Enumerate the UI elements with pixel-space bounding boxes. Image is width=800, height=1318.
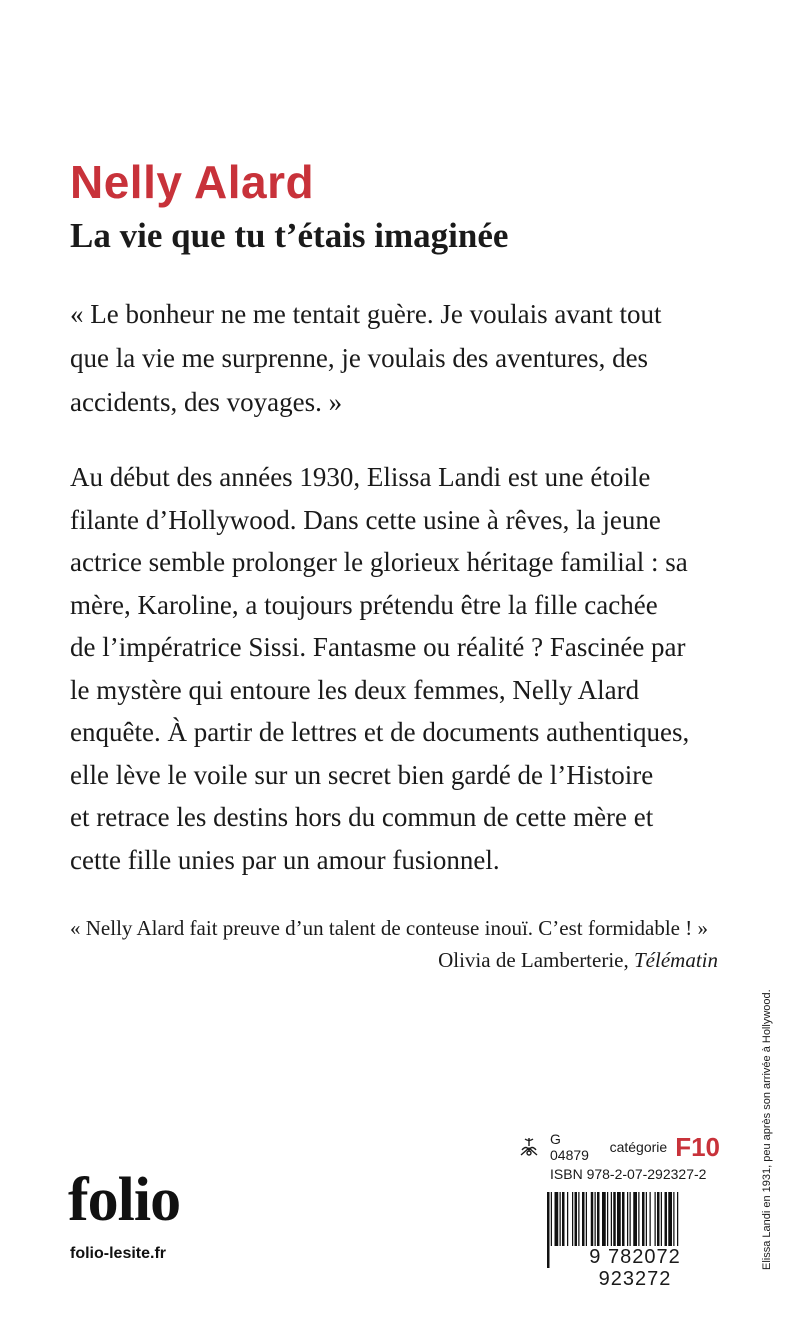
category-label: catégorie [609,1139,668,1155]
opening-quote: « Le bonheur ne me tentait guère. Je voulais avant tout que la vie me surprenne, je voulais des aventures, des accidents, des voyages. » [70,299,662,417]
photo-credit: Elissa Landi en 1931, peu après son arrivée à Hollywood. [761,989,773,1270]
catalog-code: G 04879 [550,1131,589,1163]
folio-logo: folio [68,1166,181,1234]
book-description: Au début des années 1930, Elissa Landi est une étoile filante d’Hollywood. Dans cette usine à rêves, la jeune actrice semble prolonger le glorieux héritage familial : sa mère, Karoline, a toujours prétendu être la fille cachée de l’impératrice Sissi. Fantasme ou réalité ? Fascinée par le mystère qui entoure les deux femmes, Nelly Alard enquête. À partir de lettres et de documents authentiques, elle lève le voile sur un secret bien gardé de l’Histoire et retrace les destins hors du commun de cette mère et cette fille unies par un amour fusionnel. [70,462,690,875]
catalog-line [518,1131,720,1163]
barcode-number: 9 782072 923272 [550,1246,720,1290]
price-category: F10 [675,1132,720,1162]
publisher-website: folio-lesite.fr [70,1245,167,1262]
review-outlet: Télématin [634,948,718,972]
isbn: ISBN 978-2-07-292327-2 [550,1166,707,1182]
author-name: Nelly Alard [70,156,315,208]
review-author: Olivia de Lamberterie, [438,948,634,972]
book-title: La vie que tu t’étais imaginée [70,216,509,255]
press-review-quote: « Nelly Alard fait preuve d’un talent de conteuse inouï. C’est formidable ! » [70,916,708,940]
press-review-source [438,944,718,976]
gallimard-emblem-icon [518,1136,540,1158]
